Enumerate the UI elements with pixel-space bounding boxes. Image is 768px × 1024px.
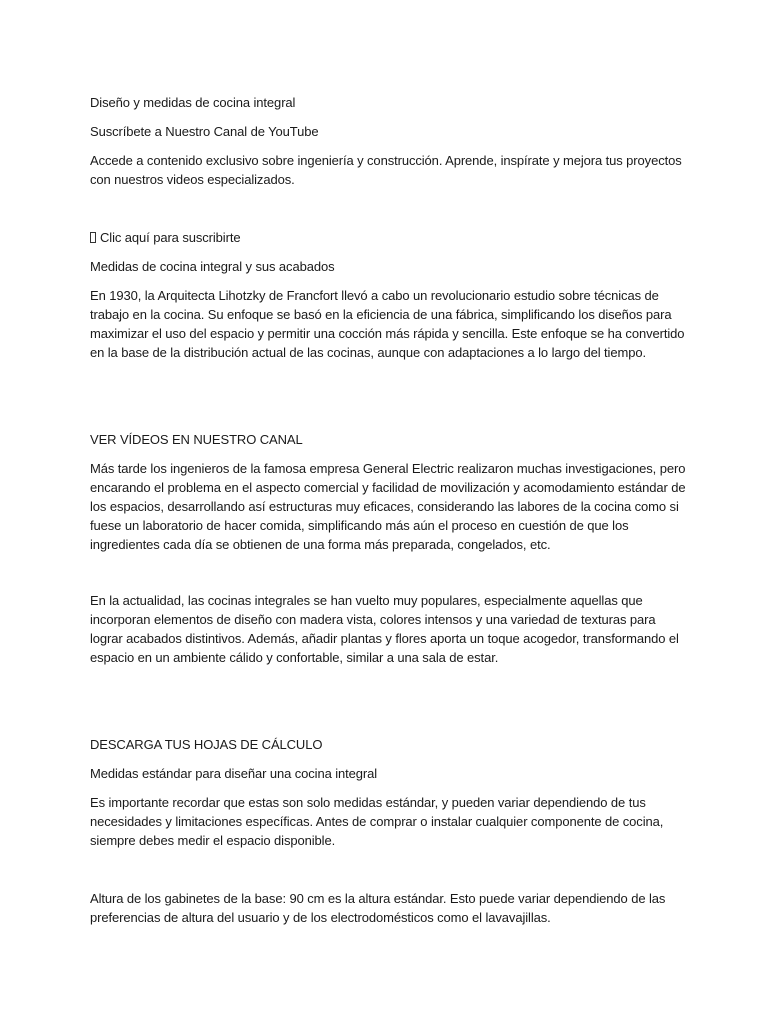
youtube-description: Accede a contenido exclusivo sobre ingeniería y construcción. Aprende, inspírate y mejora tus proyectos con nuestros videos especializados. [90,153,682,187]
paragraph-actualidad: En la actualidad, las cocinas integrales se han vuelto muy populares, especialmente aquellas que incorporan elementos de diseño con madera vista, colores intensos y una variedad de texturas para lograr acabados distintivos. Además, añadir plantas y flores aporta un toque acogedor, transformando el espacio en un ambiente cálido y confortable, similar a una sala de estar. [90,593,679,665]
paragraph-altura-gabinetes: Altura de los gabinetes de la base: 90 cm es la altura estándar. Esto puede variar dependiendo de las preferencias de altura del usuario y de los electrodomésticos como el lavavajillas. [90,891,666,925]
download-link[interactable]: DESCARGA TUS HOJAS DE CÁLCULO [90,737,323,752]
section-heading-medidas: Medidas estándar para diseñar una cocina integral [90,766,378,781]
paragraph-general-electric: Más tarde los ingenieros de la famosa empresa General Electric realizaron muchas investigaciones, pero encarando el problema en el aspecto comercial y facilidad de movilización y acomodamiento estándar de los espacios, desarrollando así estructuras muy eficaces, considerando las labores de la cocina como si fuese un laboratorio de hacer comida, simplificando más aún el proceso en cuestión de que los ingredientes cada día se obtienen de una forma más preparada, congelados, etc. [90,461,686,552]
paragraph-importante: Es importante recordar que estas son solo medidas estándar, y pueden variar dependiendo de tus necesidades y limitaciones específicas. Antes de comprar o instalar cualquier componente de cocina, siempre debes medir el espacio disponible. [90,795,664,848]
missing-glyph-icon [90,232,96,243]
youtube-heading: Suscríbete a Nuestro Canal de YouTube [90,124,319,139]
videos-link[interactable]: VER VÍDEOS EN NUESTRO CANAL [90,432,303,447]
subscribe-link[interactable] [90,228,690,247]
subscribe-link-label: Clic aquí para suscribirte [100,230,241,245]
section-heading-acabados: Medidas de cocina integral y sus acabados [90,259,335,274]
paragraph-lihotzky: En 1930, la Arquitecta Lihotzky de Francfort llevó a cabo un revolucionario estudio sobre técnicas de trabajo en la cocina. Su enfoque se basó en la eficiencia de una fábrica, simplificando los diseños para maximizar el uso del espacio y permitir una cocción más rápida y sencilla. Este enfoque se ha convertido en la base de la distribución actual de las cocinas, aunque con adaptaciones a lo largo del tiempo. [90,288,685,360]
document-title: Diseño y medidas de cocina integral [90,95,296,110]
